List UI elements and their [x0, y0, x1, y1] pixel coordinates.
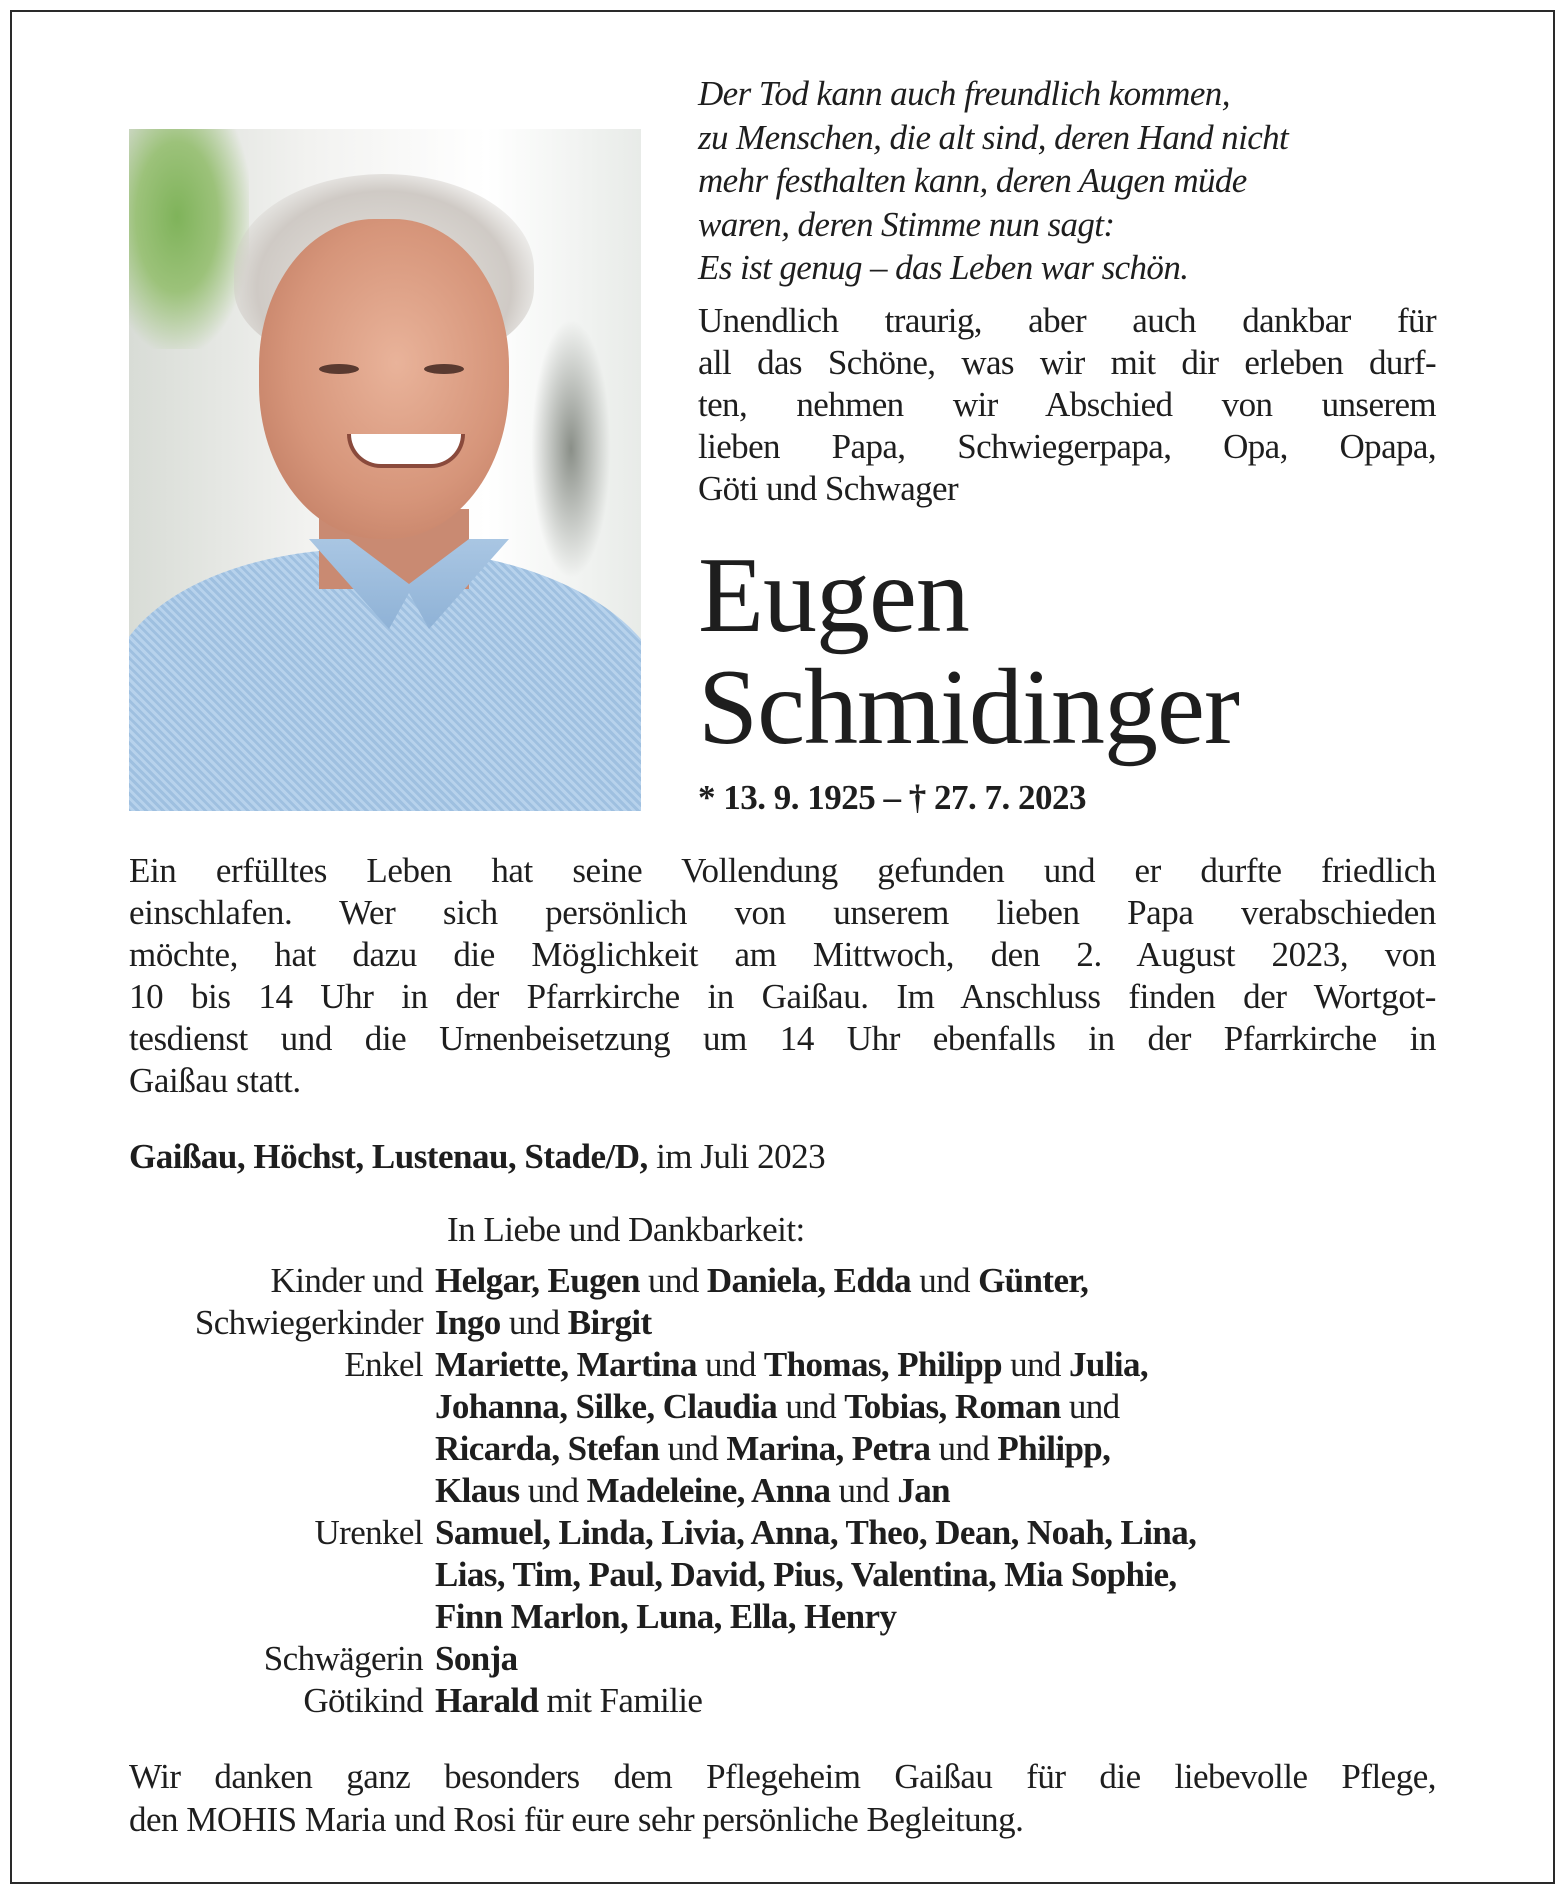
- family-row: [0, 1386, 1567, 1428]
- family-row: [0, 1638, 1567, 1680]
- relative-name: Marina, Petra: [726, 1429, 931, 1468]
- relative-names: [435, 1386, 1120, 1428]
- relative-name: Birgit: [567, 1303, 652, 1342]
- connector-text: und: [777, 1387, 845, 1426]
- place-date-line: [129, 1137, 825, 1177]
- relation-label: [0, 1554, 435, 1596]
- connector-text: und: [696, 1345, 764, 1384]
- poem-line: mehr festhalten kann, deren Augen müde: [698, 161, 1247, 200]
- body-line: Ein erfülltes Leben hat seine Vollendung gefunden und er durfte friedlich: [129, 851, 1436, 890]
- relation-label: Enkel: [344, 1345, 423, 1384]
- relative-name: Samuel, Linda, Livia, Anna, Theo, Dean, Noah, Lina,: [435, 1513, 1197, 1552]
- relative-names: [435, 1302, 652, 1344]
- closing-line: den MOHIS Maria und Rosi für eure sehr persönliche Begleitung.: [129, 1800, 1024, 1839]
- poem-line: zu Menschen, die alt sind, deren Hand nicht: [698, 117, 1289, 157]
- poem-line: Es ist genug – das Leben war schön.: [698, 248, 1189, 287]
- relative-names: [435, 1344, 1148, 1386]
- family-row: [0, 1596, 1567, 1638]
- relative-name: Julia,: [1068, 1345, 1149, 1384]
- relative-names: [435, 1554, 1177, 1596]
- connector-text: und: [1001, 1345, 1069, 1384]
- photo-eye: [424, 364, 464, 374]
- last-name: Schmidinger: [698, 648, 1239, 767]
- deceased-name: [698, 536, 1436, 767]
- relative-name: Thomas, Philipp: [763, 1345, 1002, 1384]
- intro-line: lieben Papa, Schwiegerpapa, Opa, Opapa,: [698, 427, 1436, 466]
- connector-text: und: [930, 1429, 998, 1468]
- photo-plant-background: [129, 129, 249, 349]
- relation-label: Götikind: [303, 1681, 423, 1720]
- intro-paragraph: [698, 300, 1436, 510]
- relative-name: Ingo: [435, 1303, 501, 1342]
- relative-name: Daniela, Edda: [706, 1261, 912, 1300]
- photo-background-blur: [531, 319, 611, 579]
- service-paragraph: [129, 850, 1436, 1102]
- relative-name: Ricarda, Stefan: [435, 1429, 660, 1468]
- relative-name: Helgar, Eugen: [435, 1261, 640, 1300]
- relative-name: Günter,: [978, 1261, 1089, 1300]
- relation-label: Schwägerin: [263, 1639, 423, 1678]
- relative-names: [435, 1428, 1110, 1470]
- family-list: [0, 1260, 1567, 1722]
- month-year: im Juli 2023: [647, 1137, 826, 1176]
- closing-thanks: [129, 1755, 1436, 1841]
- relative-name: Jan: [897, 1471, 951, 1510]
- relative-names: [435, 1638, 518, 1680]
- relative-names: [435, 1512, 1196, 1554]
- body-line: möchte, hat dazu die Möglichkeit am Mittwoch, den 2. August 2023, von: [129, 935, 1436, 974]
- first-name: Eugen: [698, 536, 969, 655]
- intro-line: Göti und Schwager: [698, 469, 959, 508]
- relation-label: [0, 1386, 435, 1428]
- relation-label: Schwiegerkinder: [194, 1303, 423, 1342]
- photo-face: [259, 219, 509, 539]
- connector-text: und: [500, 1303, 568, 1342]
- portrait-photo: [129, 129, 641, 811]
- relation-label: [0, 1428, 435, 1470]
- family-row: [0, 1428, 1567, 1470]
- family-intro: In Liebe und Dankbarkeit:: [447, 1210, 805, 1249]
- family-row: [0, 1470, 1567, 1512]
- relative-name: Klaus: [435, 1471, 520, 1510]
- relation-label: [0, 1470, 435, 1512]
- connector-text: und: [659, 1429, 727, 1468]
- intro-line: Unendlich traurig, aber auch dankbar für: [698, 301, 1436, 340]
- relative-name: Lias, Tim, Paul, David, Pius, Valentina, Mia Sophie,: [435, 1555, 1177, 1594]
- family-row: [0, 1302, 1567, 1344]
- connector-text: und: [830, 1471, 898, 1510]
- family-row: [0, 1680, 1567, 1722]
- connector-text: und: [1060, 1387, 1120, 1426]
- relative-name: Johanna, Silke, Claudia: [435, 1387, 778, 1426]
- relative-name: Tobias, Roman: [844, 1387, 1061, 1426]
- life-dates: * 13. 9. 1925 – † 27. 7. 2023: [698, 778, 1086, 817]
- relation-label: [0, 1596, 435, 1638]
- relative-names: [435, 1470, 950, 1512]
- poem: [698, 72, 1436, 290]
- family-row: [0, 1512, 1567, 1554]
- relative-names: [435, 1596, 896, 1638]
- intro-line: ten, nehmen wir Abschied von unserem: [698, 385, 1436, 424]
- relation-label: Kinder und: [270, 1261, 423, 1300]
- relative-name: Mariette, Martina: [435, 1345, 697, 1384]
- connector-text: mit Familie: [538, 1681, 703, 1720]
- relative-names: [435, 1680, 702, 1722]
- relative-name: Sonja: [435, 1639, 518, 1678]
- body-line: Gaißau statt.: [129, 1061, 301, 1100]
- places: Gaißau, Höchst, Lustenau, Stade/D,: [129, 1137, 648, 1176]
- body-line: 10 bis 14 Uhr in der Pfarrkirche in Gaißau. Im Anschluss finden der Wortgot-: [129, 977, 1436, 1016]
- family-row: [0, 1554, 1567, 1596]
- family-row: [0, 1260, 1567, 1302]
- photo-smile: [347, 434, 465, 468]
- relative-name: Finn Marlon, Luna, Ella, Henry: [435, 1597, 897, 1636]
- connector-text: und: [519, 1471, 587, 1510]
- body-line: tesdienst und die Urnenbeisetzung um 14 Uhr ebenfalls in der Pfarrkirche in: [129, 1019, 1436, 1058]
- relation-label: Urenkel: [314, 1513, 423, 1552]
- connector-text: und: [911, 1261, 979, 1300]
- poem-line: Der Tod kann auch freundlich kommen,: [698, 74, 1230, 113]
- relative-names: [435, 1260, 1088, 1302]
- intro-line: all das Schöne, was wir mit dir erleben durf-: [698, 343, 1436, 382]
- photo-eye: [319, 364, 359, 374]
- closing-line: Wir danken ganz besonders dem Pflegeheim Gaißau für die liebevolle Pflege,: [129, 1757, 1436, 1796]
- body-line: einschlafen. Wer sich persönlich von unserem lieben Papa verabschieden: [129, 893, 1436, 932]
- family-row: [0, 1344, 1567, 1386]
- poem-line: waren, deren Stimme nun sagt:: [698, 204, 1115, 244]
- relative-name: Madeleine, Anna: [586, 1471, 831, 1510]
- relative-name: Philipp,: [997, 1429, 1111, 1468]
- connector-text: und: [639, 1261, 707, 1300]
- relative-name: Harald: [435, 1681, 539, 1720]
